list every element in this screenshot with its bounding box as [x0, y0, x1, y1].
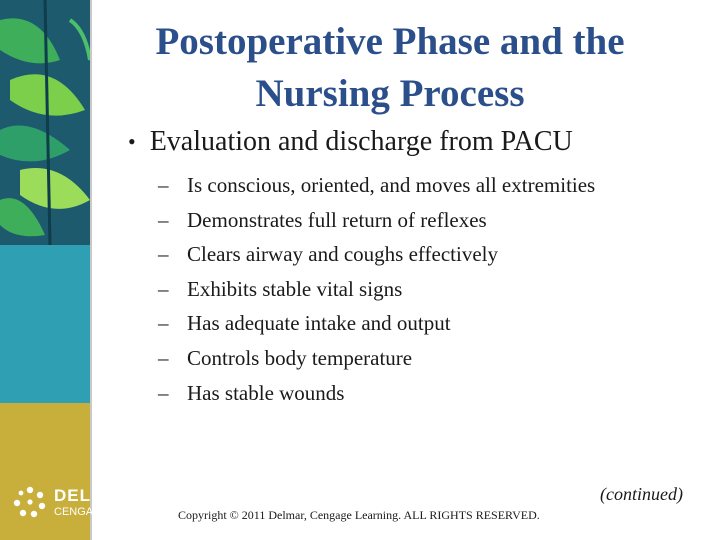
- sub-bullet: [158, 376, 595, 411]
- sub-bullet-text: Controls body temperature: [187, 345, 413, 370]
- sub-bullet-text: Is conscious, oriented, and moves all extremities: [187, 173, 596, 197]
- dash-symbol: –: [158, 276, 169, 301]
- sub-bullet: [158, 272, 595, 307]
- sub-bullet: [158, 341, 595, 376]
- main-bullet-text: Evaluation and discharge from PACU: [149, 126, 573, 157]
- bullet-symbol: •: [128, 129, 136, 154]
- dash-symbol: –: [158, 345, 169, 370]
- logo-text: [54, 487, 166, 518]
- sub-bullet-text: Has adequate intake and output: [187, 311, 451, 336]
- side-divider: [90, 0, 92, 540]
- sub-bullet: [158, 168, 595, 203]
- title-line-2: Nursing Process: [255, 72, 525, 115]
- publisher-logo: [12, 484, 166, 520]
- teal-panel: [0, 245, 90, 403]
- slide-title: [110, 16, 670, 120]
- dash-symbol: –: [158, 311, 169, 336]
- sub-bullet-text: Demonstrates full return of reflexes: [187, 207, 487, 232]
- sub-bullet-text: Clears airway and coughs effectively: [187, 242, 498, 267]
- dash-symbol: –: [158, 207, 169, 232]
- dash-symbol: –: [158, 242, 169, 267]
- sub-bullet-list: [158, 168, 595, 410]
- sub-bullet: [158, 203, 595, 238]
- logo-subtitle: CENGAGE Learning™: [54, 505, 166, 518]
- sub-bullet: [158, 306, 595, 341]
- main-bullet: [128, 126, 573, 158]
- copyright-text: Copyright © 2011 Delmar, Cengage Learning. ALL RIGHTS RESERVED.: [178, 508, 540, 522]
- leaf-art-panel: [0, 0, 90, 245]
- sub-bullet: [158, 237, 595, 272]
- delmar-mark-icon: [12, 484, 48, 520]
- dash-symbol: –: [158, 380, 169, 405]
- dash-symbol: –: [158, 173, 169, 197]
- sub-bullet-text: Has stable wounds: [187, 380, 345, 405]
- continued-note: (continued): [600, 484, 683, 504]
- leaf-art-icon: [0, 0, 90, 245]
- title-line-1: Postoperative Phase and the: [155, 20, 625, 63]
- logo-name: DELMAR: [54, 485, 133, 505]
- sub-bullet-text: Exhibits stable vital signs: [187, 276, 403, 301]
